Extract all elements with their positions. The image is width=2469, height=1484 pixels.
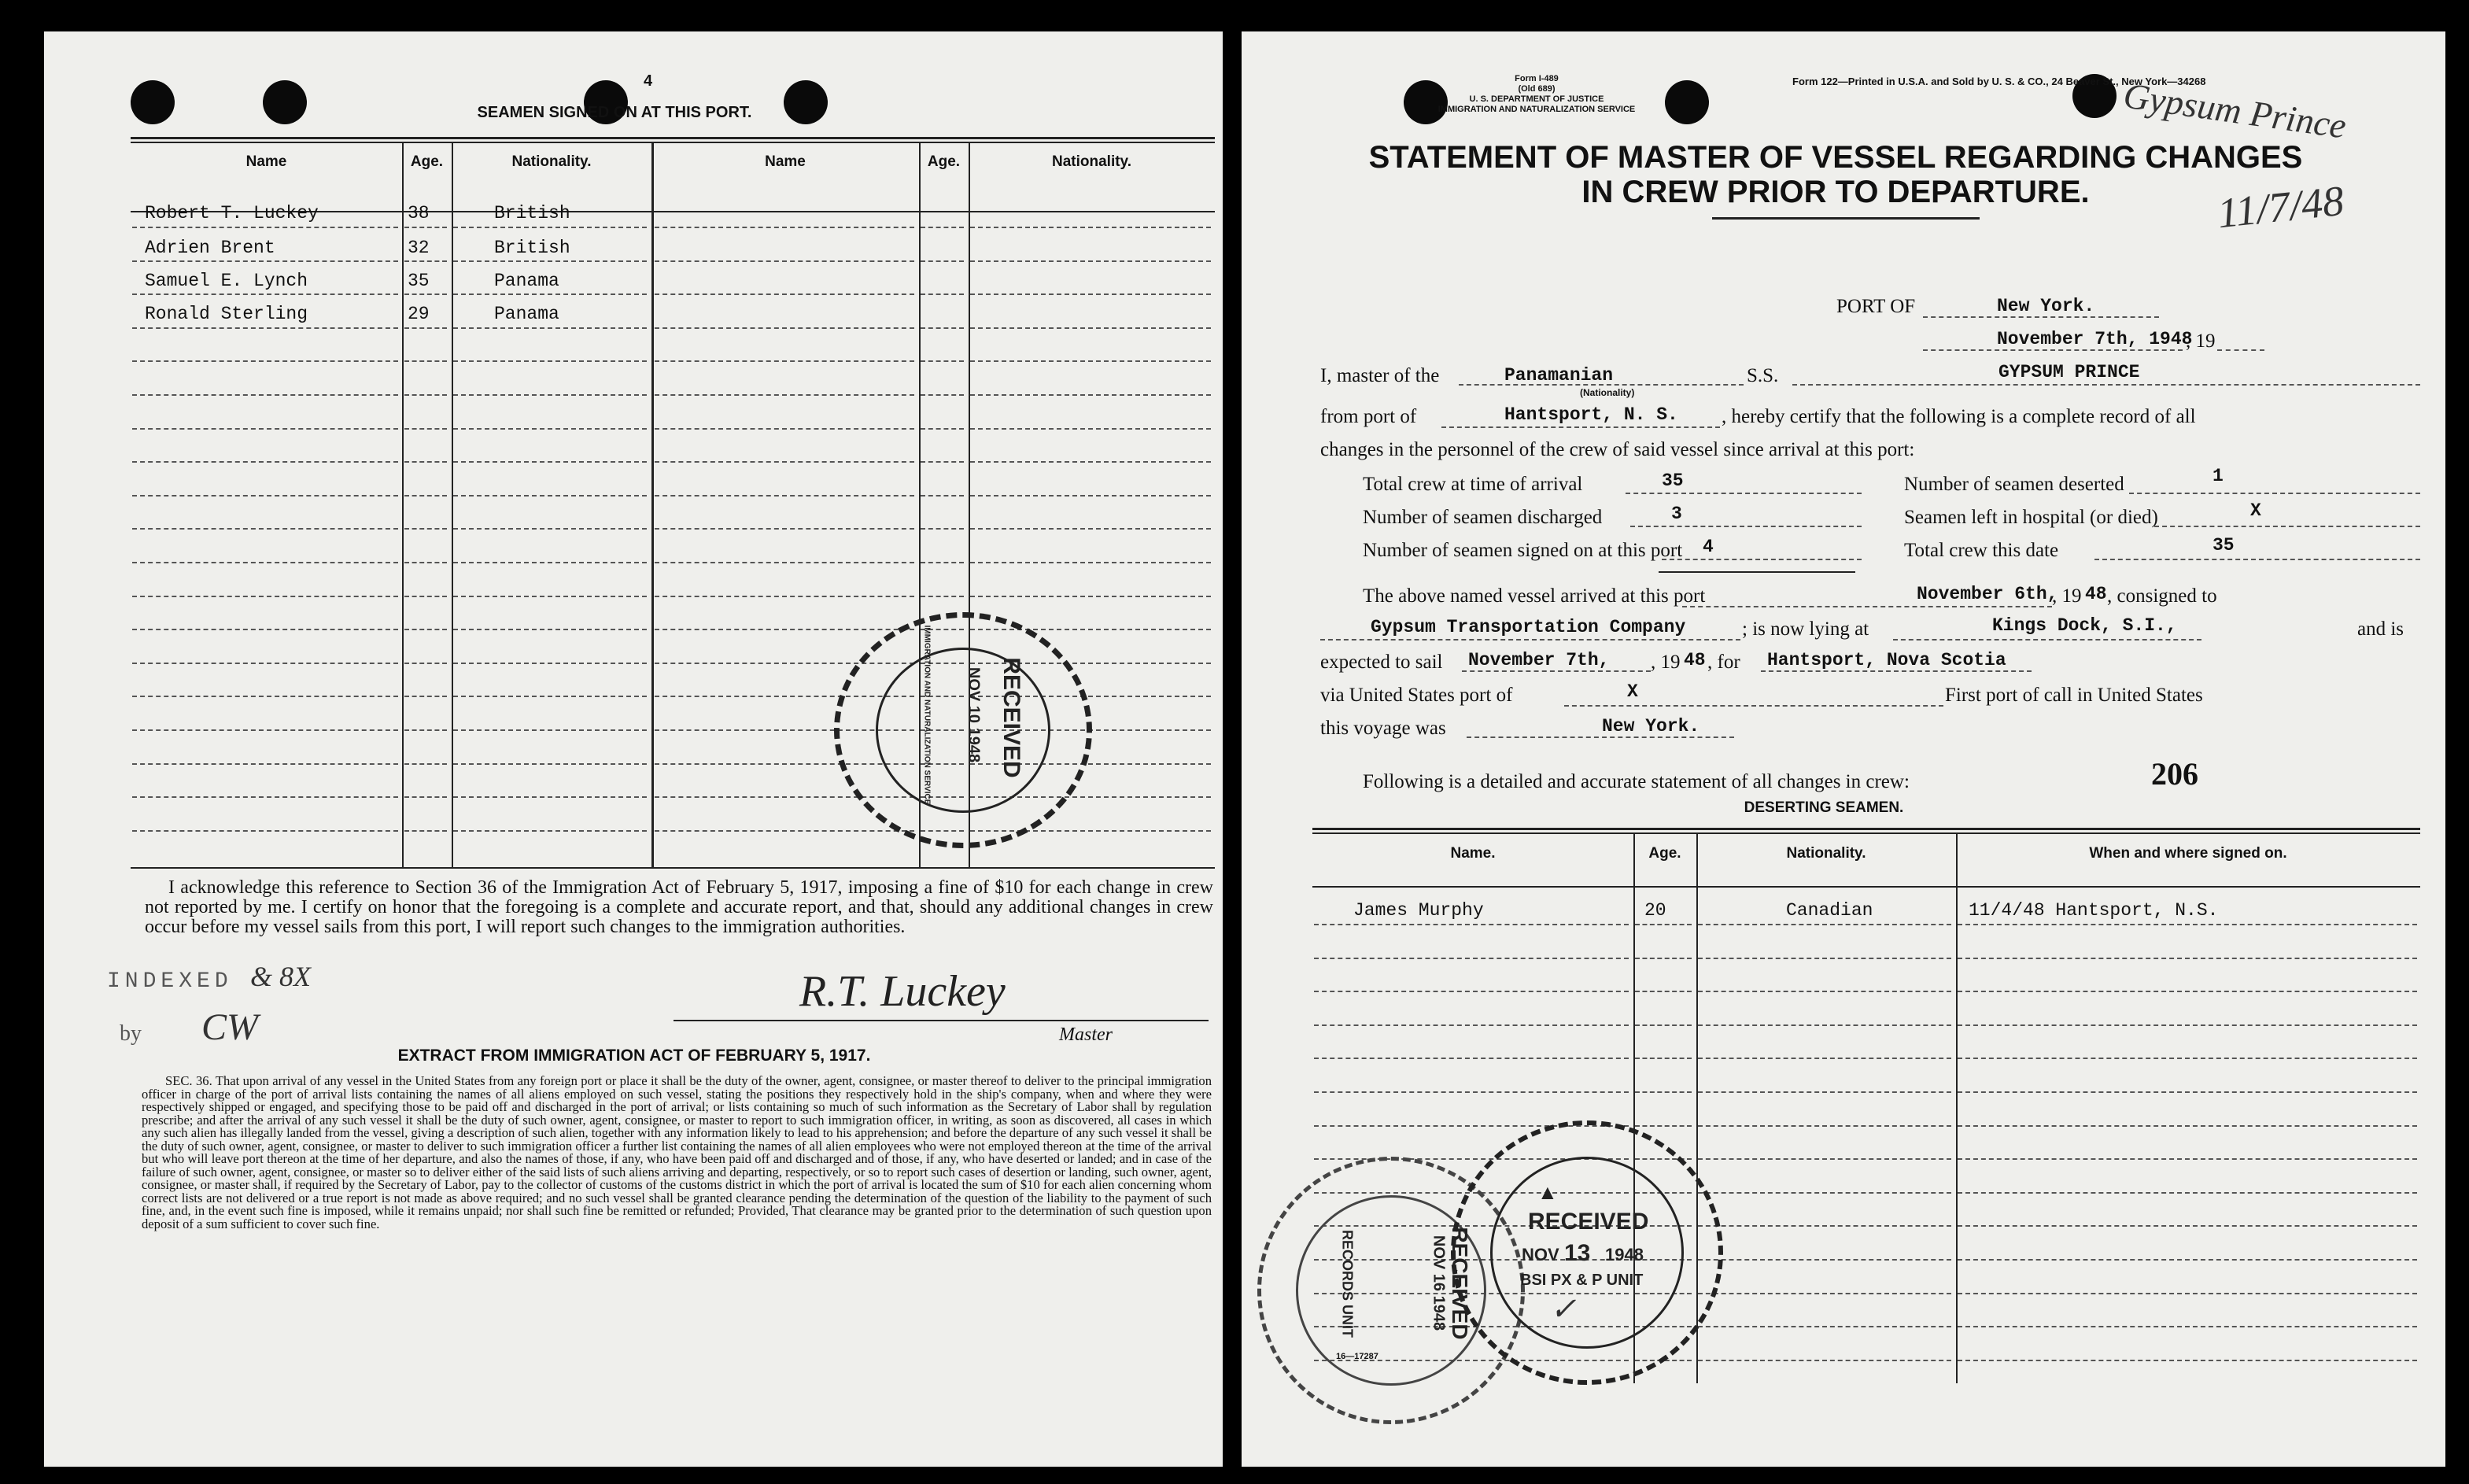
row-rule	[1314, 1024, 1629, 1026]
row-rule	[132, 495, 398, 497]
column-header-nationality: Nationality.	[1786, 845, 1866, 862]
row-rule	[453, 696, 647, 697]
row-rule	[453, 461, 647, 463]
master-label: Master	[1059, 1024, 1113, 1045]
row-rule	[132, 596, 398, 597]
and-is-label: and is	[2357, 618, 2404, 640]
row-rule	[921, 227, 964, 228]
row-rule	[132, 830, 398, 832]
seaman-name: Adrien Brent	[145, 238, 275, 258]
row-rule	[404, 428, 447, 430]
column-header-signed-on: When and where signed on.	[2089, 845, 2287, 862]
column-header-age: Age.	[410, 153, 444, 170]
row-rule	[921, 596, 964, 597]
row-rule	[404, 663, 447, 664]
fill-line	[2154, 526, 2420, 527]
row-rule	[1314, 991, 1629, 992]
row-rule	[132, 729, 398, 731]
fill-line	[1462, 670, 1651, 672]
row-rule	[970, 596, 1211, 597]
deserter-signed-on: 11/4/48 Hantsport, N.S.	[1969, 900, 2219, 921]
row-rule	[1698, 1024, 1951, 1026]
table-top-rule	[131, 137, 1215, 139]
stamp-date: NOV 10 1948	[965, 666, 983, 763]
arrived-value: November 6th,	[1917, 584, 2058, 604]
row-rule	[404, 461, 447, 463]
table-top-rule	[131, 142, 1215, 143]
page-number: 4	[644, 72, 653, 90]
fill-line	[2129, 493, 2420, 494]
row-rule	[1958, 1326, 2417, 1327]
row-rule	[132, 696, 398, 697]
row-rule	[132, 327, 398, 329]
row-rule	[1958, 1091, 2417, 1093]
row-rule	[970, 360, 1211, 362]
via-value: X	[1627, 681, 1638, 702]
signed-on-label: Number of seamen signed on at this port	[1363, 540, 1683, 561]
bsi-unit-stamp	[1451, 1120, 1723, 1385]
row-rule	[132, 293, 398, 295]
row-rule	[1698, 1091, 1951, 1093]
deserted-value: 1	[2213, 466, 2224, 486]
deserter-nationality: Canadian	[1786, 900, 1873, 921]
deserter-age: 20	[1644, 900, 1666, 921]
row-rule	[1958, 1024, 2417, 1026]
fill-line	[1564, 705, 1943, 707]
port-of-value: New York.	[1997, 296, 2095, 316]
indexed-stamp: INDEXED	[107, 969, 233, 994]
punch-hole	[1665, 80, 1709, 124]
row-rule	[404, 796, 447, 798]
lying-label: ; is now lying at	[1742, 618, 1869, 640]
row-rule	[404, 293, 447, 295]
vessel-value: GYPSUM PRINCE	[1998, 362, 2140, 382]
row-rule	[132, 796, 398, 798]
row-rule	[453, 562, 647, 563]
arrived-label: The above named vessel arrived at this port	[1363, 585, 1706, 607]
row-rule	[1698, 1058, 1951, 1059]
first-call-label: First port of call in United States	[1945, 685, 2203, 706]
stamp-date-day: 13	[1564, 1240, 1591, 1266]
for-label: , for	[1707, 652, 1740, 673]
column-divider	[452, 142, 453, 867]
row-rule	[1698, 1125, 1951, 1127]
seaman-age: 29	[408, 304, 430, 324]
column-header-name: Name.	[1450, 845, 1496, 862]
deserter-name: James Murphy	[1353, 900, 1484, 921]
row-rule	[655, 260, 914, 262]
row-rule	[970, 227, 1211, 228]
row-rule	[404, 629, 447, 630]
table-top-rule	[1312, 828, 2420, 830]
row-rule	[1314, 958, 1629, 959]
arrow-up-icon: ▲	[1537, 1180, 1558, 1204]
row-rule	[132, 629, 398, 630]
voyage-label: this voyage was	[1320, 718, 1446, 739]
row-rule	[132, 663, 398, 664]
extract-text: SEC. 36. That upon arrival of any vessel in the United States from any foreign port or place it shall be the duty of the owner, agent, consignee, or master thereof to deliver to the principal immigration officer in charge of the port of arrival lists containing the names of all aliens employed on such vessel, stating the positions they respectively hold in the ship's company, when and where they were respectively shipped or engaged, and specifying those to be paid off and discharged in the port of arrival; or lists containing so much of such information as the Secretary of Labor shall by regulation prescribe; and after the arrival of any such vessel it shall be the duty of such owner, agent, consignee, or master to report to such immigration officer, in writing, as soon as discovered, all cases in which any such alien has illegally landed from the vessel, giving a description of such alien, together with any information likely to lead to his apprehension; and before the departure of any such vessel it shall be the duty of such owner, agent, consignee, or master to deliver to such immigration officer a further list containing the names of all alien employees who were not employed thereon at the time of the arrival but who will leave port thereon at the time of her departure, and also the names of those, if any, who have been paid off and discharged and of those, if any, who have deserted or landed; and in case of the failure of such owner, agent, consignee, or master so to deliver either of the said lists of such aliens arriving and departing, respectively, or so to report such cases of desertion or landing, such owner, agent, consignee, or master shall, if required by the Secretary of Labor, pay to the collector of customs of the customs district in which the port of arrival is located the sum of $10 for each alien concerning whom correct lists are not delivered or a true report is not made as above required; and no such vessel shall be granted clearance pending the determination of the question of the liability to the payment of such fine, and, in the event such fine is imposed, while it remains unpaid; nor shall such fine be remitted or refunded; Provided, That clearance may be granted prior to the determination of such question upon deposit of a sum sufficient to cover such fine.	[142, 1073, 1212, 1231]
row-rule	[655, 327, 914, 329]
row-rule	[404, 830, 447, 832]
consignee-value: Gypsum Transportation Company	[1371, 617, 1686, 637]
row-rule	[921, 293, 964, 295]
row-rule	[970, 260, 1211, 262]
row-rule	[970, 562, 1211, 563]
table-bottom-rule	[131, 867, 1215, 869]
row-rule	[1314, 1058, 1629, 1059]
extract-title: EXTRACT FROM IMMIGRATION ACT OF FEBRUARY 5, 1917.	[397, 1047, 871, 1065]
row-rule	[453, 260, 647, 262]
stamp-initials-mark: ✓	[1550, 1291, 1577, 1327]
row-rule	[453, 495, 647, 497]
date-value: November 7th, 1948	[1997, 329, 2193, 349]
row-rule	[404, 596, 447, 597]
from-port-value: Hantsport, N. S.	[1504, 404, 1678, 425]
row-rule	[1698, 1225, 1951, 1227]
column-header-nationality: Nationality.	[1052, 153, 1131, 170]
row-rule	[1958, 1259, 2417, 1261]
row-rule	[453, 327, 647, 329]
from-port-label: from port of	[1320, 406, 1417, 427]
row-rule	[970, 293, 1211, 295]
row-rule	[921, 327, 964, 329]
row-rule	[132, 528, 398, 530]
seaman-age: 35	[408, 271, 430, 291]
certify-text: , hereby certify that the following is a complete record of all	[1722, 406, 2196, 427]
row-rule	[970, 495, 1211, 497]
row-rule	[1698, 1326, 1951, 1327]
form-id: Form I-489	[1515, 74, 1559, 83]
row-rule	[453, 729, 647, 731]
row-rule	[1698, 991, 1951, 992]
row-rule	[1635, 1125, 1692, 1127]
row-rule	[655, 227, 914, 228]
stamp-received-word: RECEIVED	[1448, 1227, 1472, 1340]
row-rule	[404, 260, 447, 262]
seaman-name: Samuel E. Lynch	[145, 271, 308, 291]
row-rule	[1958, 1360, 2417, 1361]
by-initials: CW	[201, 1006, 258, 1048]
section-title: SEAMEN SIGNED ON AT THIS PORT.	[477, 104, 752, 121]
expected-year: 48	[1684, 650, 1706, 670]
master-of-label: I, master of the	[1320, 365, 1440, 386]
seaman-name: Ronald Sterling	[145, 304, 308, 324]
signature-line	[674, 1020, 1209, 1021]
row-rule	[970, 528, 1211, 530]
row-rule	[132, 461, 398, 463]
acknowledgment-text: I acknowledge this reference to Section 36 of the Immigration Act of February 5, 1917, imposing a fine of $10 for each change in crew not reported by me. I certify on honor that the foregoing is a complete and accurate report, and that, should any additional changes in crew occur before my vessel sails from this port, I will report such changes to the immigration authorities.	[145, 877, 1213, 937]
deserted-label: Number of seamen deserted	[1904, 474, 2124, 495]
stamp-received-word: RECEIVED	[998, 657, 1024, 778]
row-rule	[921, 562, 964, 563]
table-header-rule	[1312, 886, 2420, 888]
row-rule	[132, 394, 398, 396]
nationality-value: Panamanian	[1504, 365, 1614, 386]
total-crew-date-label: Total crew this date	[1904, 540, 2059, 561]
row-rule	[1958, 1158, 2417, 1160]
row-rule	[404, 227, 447, 228]
form-title	[1312, 140, 2359, 209]
punch-hole	[131, 80, 175, 124]
received-stamp	[834, 612, 1092, 848]
row-rule	[1958, 1192, 2417, 1194]
row-rule	[404, 696, 447, 697]
row-rule	[404, 495, 447, 497]
row-rule	[655, 360, 914, 362]
stamp-date-year: 1948	[1605, 1245, 1644, 1264]
row-rule	[970, 394, 1211, 396]
seaman-nationality: Panama	[494, 304, 559, 324]
row-rule	[404, 327, 447, 329]
row-rule	[404, 562, 447, 563]
row-rule	[453, 596, 647, 597]
arrived-year: 48	[2085, 584, 2107, 604]
fill-line	[1626, 493, 1862, 494]
date-suffix: , 19	[2186, 330, 2216, 352]
column-divider	[651, 142, 654, 867]
printer-line: Form 122—Printed in U.S.A. and Sold by U. S. & CO., 24 Beaver St., New York—34268	[1792, 76, 2206, 87]
column-header-name: Name	[765, 153, 806, 170]
row-rule	[921, 260, 964, 262]
row-rule	[655, 830, 914, 832]
row-rule	[1635, 924, 1692, 925]
stamp-unit: BSI PX & P UNIT	[1520, 1272, 1644, 1289]
row-rule	[655, 428, 914, 430]
fill-line	[1682, 606, 2052, 607]
row-rule	[1635, 1058, 1692, 1059]
row-rule	[453, 227, 647, 228]
stamp-unit: RECORDS UNIT	[1339, 1229, 1356, 1338]
column-divider	[1956, 832, 1958, 1383]
row-rule	[1698, 924, 1951, 925]
row-rule	[1314, 924, 1629, 925]
seaman-nationality: British	[494, 203, 570, 223]
stamp-received-word: RECEIVED	[1528, 1209, 1649, 1235]
fill-line	[1662, 559, 1862, 560]
stamp-date-prefix: NOV	[1522, 1245, 1559, 1264]
row-rule	[453, 360, 647, 362]
row-rule	[1698, 1259, 1951, 1261]
deserting-title: DESERTING SEAMEN.	[1744, 799, 1904, 816]
row-rule	[655, 562, 914, 563]
row-rule	[453, 796, 647, 798]
nationality-caption: (Nationality)	[1580, 387, 1635, 398]
row-rule	[1958, 1058, 2417, 1059]
column-header-age: Age.	[927, 153, 961, 170]
row-rule	[132, 360, 398, 362]
total-crew-date-value: 35	[2213, 535, 2235, 556]
row-rule	[132, 763, 398, 765]
row-rule	[1698, 958, 1951, 959]
fill-line	[1441, 426, 1720, 428]
indexed-mark: & 8X	[250, 961, 311, 992]
table-top-rule	[1312, 832, 2420, 834]
consigned-label: , consigned to	[2107, 585, 2217, 607]
row-rule	[655, 461, 914, 463]
row-rule	[921, 528, 964, 530]
seaman-age: 32	[408, 238, 430, 258]
row-rule	[921, 394, 964, 396]
via-label: via United States port of	[1320, 685, 1513, 706]
form-header	[1423, 74, 1651, 115]
service: IMMIGRATION AND NATURALIZATION SERVICE	[1437, 105, 1636, 114]
ss-label: S.S.	[1747, 365, 1779, 386]
row-rule	[921, 428, 964, 430]
handwritten-ship-name: Gypsum Prince	[2120, 75, 2349, 146]
column-header-nationality: Nationality.	[511, 153, 592, 170]
row-rule	[132, 260, 398, 262]
by-label: by	[120, 1021, 142, 1046]
row-rule	[655, 629, 914, 630]
seaman-nationality: British	[494, 238, 570, 258]
row-rule	[1958, 924, 2417, 925]
hospital-value: X	[2250, 500, 2261, 521]
row-rule	[404, 360, 447, 362]
row-rule	[1635, 958, 1692, 959]
row-rule	[1635, 1091, 1692, 1093]
row-rule	[453, 830, 647, 832]
following-label: Following is a detailed and accurate statement of all changes in crew:	[1363, 771, 1910, 792]
expected-value: November 7th,	[1468, 650, 1610, 670]
fill-line	[2094, 559, 2420, 560]
fill-line	[1923, 316, 2159, 318]
row-rule	[1635, 1024, 1692, 1026]
row-rule	[1698, 1192, 1951, 1194]
row-rule	[453, 293, 647, 295]
discharged-label: Number of seamen discharged	[1363, 507, 1603, 528]
row-rule	[1958, 1293, 2417, 1294]
column-header-name: Name	[245, 153, 287, 170]
row-rule	[655, 528, 914, 530]
signed-on-value: 4	[1703, 537, 1714, 557]
row-rule	[655, 394, 914, 396]
total-crew-arrival-value: 35	[1662, 471, 1684, 491]
fill-line	[1923, 349, 2183, 351]
row-rule	[453, 528, 647, 530]
seaman-age: 38	[408, 203, 430, 223]
master-signature: R.T. Luckey	[799, 967, 1006, 1016]
row-rule	[970, 428, 1211, 430]
seaman-nationality: Panama	[494, 271, 559, 291]
row-rule	[921, 495, 964, 497]
row-rule	[453, 629, 647, 630]
form-old: (Old 689)	[1518, 84, 1556, 94]
fill-line	[1792, 384, 2420, 386]
hospital-label: Seamen left in hospital (or died)	[1904, 507, 2158, 528]
column-divider	[402, 142, 404, 867]
footer-code: 16—17287	[1336, 1352, 1378, 1361]
right-page	[1242, 31, 2445, 1467]
row-rule	[1958, 991, 2417, 992]
for-value: Hantsport, Nova Scotia	[1767, 650, 2006, 670]
title-line-2: IN CREW PRIOR TO DEPARTURE.	[1581, 175, 2090, 209]
total-crew-arrival-label: Total crew at time of arrival	[1363, 474, 1583, 495]
fill-line	[1467, 736, 1734, 738]
row-rule	[1958, 1125, 2417, 1127]
row-rule	[132, 428, 398, 430]
expected-year-prefix: , 19	[1651, 652, 1681, 673]
row-rule	[1698, 1293, 1951, 1294]
row-rule	[453, 763, 647, 765]
count-underline	[1659, 571, 1855, 573]
fill-line	[1630, 526, 1862, 527]
row-rule	[453, 428, 647, 430]
row-rule	[921, 461, 964, 463]
row-rule	[404, 729, 447, 731]
row-rule	[970, 461, 1211, 463]
row-rule	[404, 528, 447, 530]
fill-line	[1761, 670, 2032, 672]
stamp-agency: IMMIGRATION AND NATURALIZATION SERVICE	[922, 625, 932, 805]
row-rule	[453, 394, 647, 396]
arrived-year-prefix: , 19	[2052, 585, 2082, 607]
port-of-label: PORT OF	[1836, 296, 1916, 317]
title-line-1: STATEMENT OF MASTER OF VESSEL REGARDING CHANGES	[1368, 140, 2303, 175]
row-rule	[1698, 1360, 1951, 1361]
left-page	[44, 31, 1223, 1467]
row-rule	[655, 293, 914, 295]
lying-value: Kings Dock, S.I.,	[1992, 615, 2177, 636]
row-rule	[655, 596, 914, 597]
row-rule	[132, 562, 398, 563]
row-rule	[404, 394, 447, 396]
row-rule	[132, 227, 398, 228]
row-rule	[921, 360, 964, 362]
row-rule	[1958, 1225, 2417, 1227]
title-underline	[1712, 217, 1980, 220]
row-rule	[404, 763, 447, 765]
department: U. S. DEPARTMENT OF JUSTICE	[1469, 94, 1604, 104]
discharged-value: 3	[1671, 504, 1682, 524]
column-header-age: Age.	[1648, 845, 1681, 862]
row-rule	[970, 327, 1211, 329]
fill-line	[1893, 639, 2201, 640]
row-rule	[1314, 1091, 1629, 1093]
expected-label: expected to sail	[1320, 652, 1443, 673]
voyage-value: New York.	[1602, 716, 1700, 736]
row-rule	[655, 495, 914, 497]
file-number: 206	[2151, 756, 2198, 792]
row-rule	[1698, 1158, 1951, 1160]
fill-line	[2217, 349, 2264, 351]
fill-line	[1320, 639, 1740, 640]
row-rule	[453, 663, 647, 664]
changes-text: changes in the personnel of the crew of said vessel since arrival at this port:	[1320, 439, 1915, 460]
stamp-date: NOV 16 1948	[1430, 1235, 1448, 1331]
seaman-name: Robert T. Luckey	[145, 203, 319, 223]
row-rule	[1635, 991, 1692, 992]
row-rule	[1958, 958, 2417, 959]
handwritten-date: 11/7/48	[2215, 176, 2346, 238]
